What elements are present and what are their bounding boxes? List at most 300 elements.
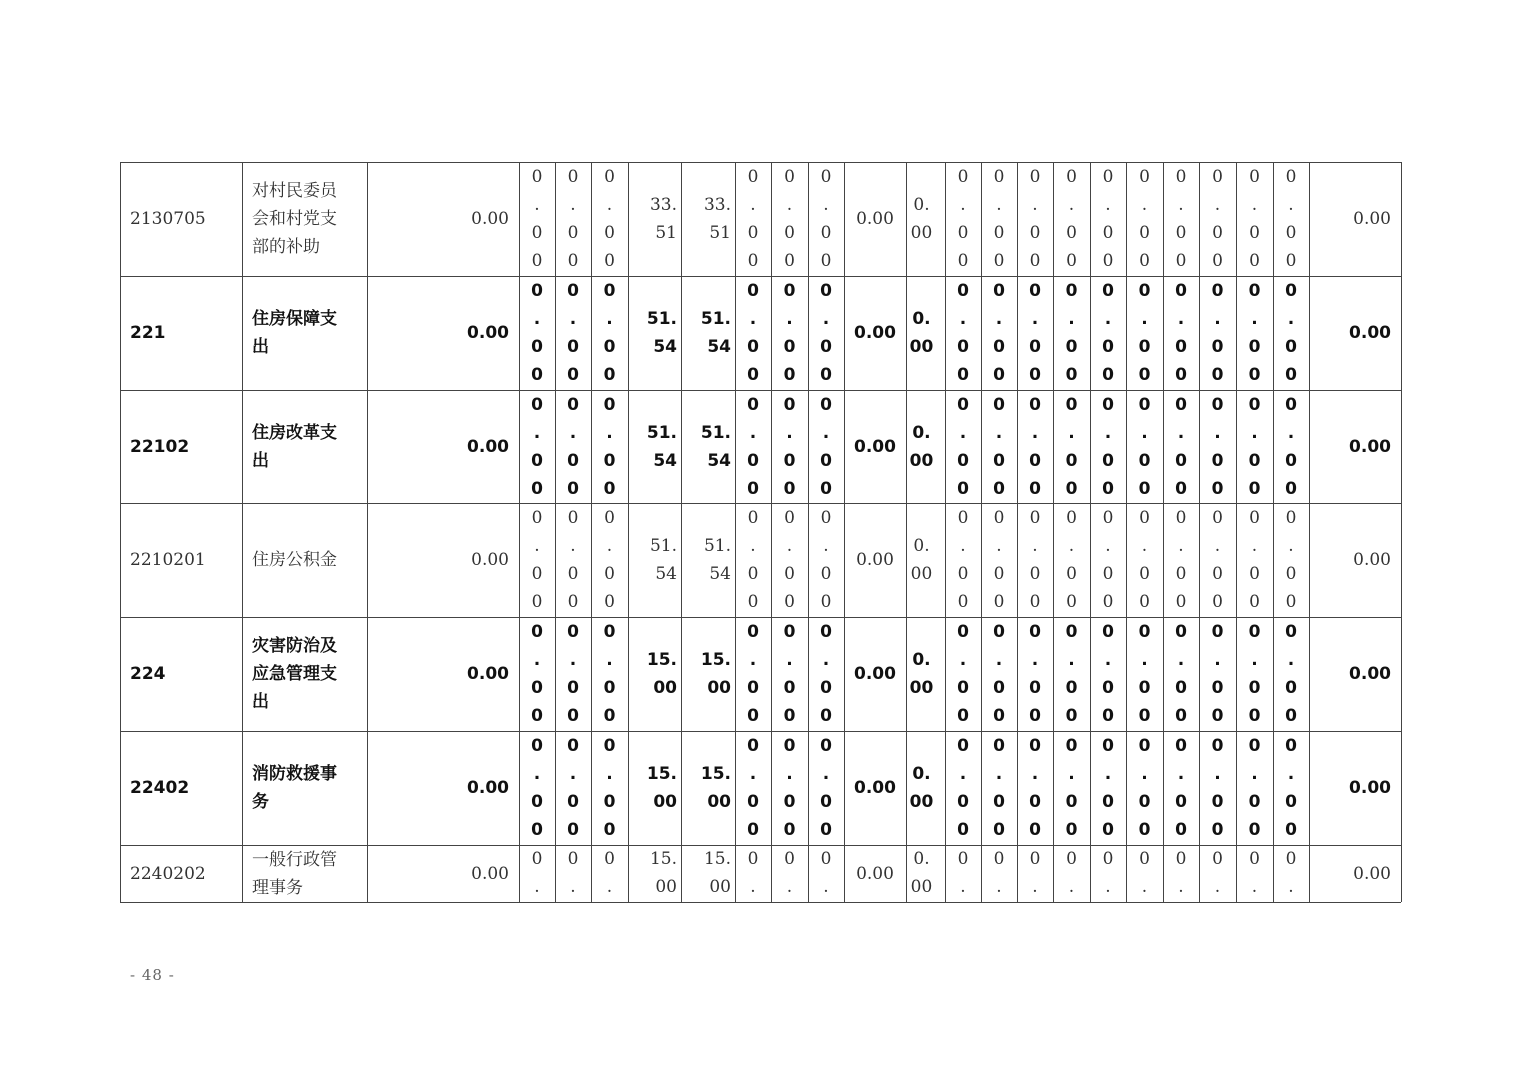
zero-cell: . <box>786 195 793 215</box>
zero-cell: 0 <box>993 395 1005 415</box>
zero-cell: 0 <box>531 451 543 471</box>
zero-cell: 0 <box>1102 592 1114 612</box>
zero-cell: 0 <box>1065 622 1078 642</box>
zero-cell: 0 <box>957 820 969 840</box>
zero-cell: 0 <box>957 479 969 499</box>
zero-cell: 0 <box>1175 820 1187 840</box>
zero-cell: 0 <box>1029 167 1041 187</box>
zero-cell: . <box>1141 877 1148 897</box>
zero-cell: . <box>786 650 793 670</box>
zero-cell: 0 <box>784 592 795 612</box>
zero-cell: 0 <box>1175 678 1187 698</box>
zero-cell: . <box>1178 877 1184 897</box>
zero-cell: 0 <box>1248 395 1261 415</box>
zero-cell: 0 <box>567 365 579 385</box>
zero-cell: 0 <box>1211 706 1224 726</box>
zero-cell: . <box>569 764 577 784</box>
zero-cell: 0 <box>747 792 759 812</box>
zero-cell: 0 <box>993 281 1005 301</box>
zero-cell: 0 <box>1139 849 1150 869</box>
zero-cell: 0 <box>1175 451 1187 471</box>
zero-cell: 0 <box>1138 820 1151 840</box>
zero-cell: 0 <box>1211 451 1224 471</box>
zero-cell: 0 <box>747 736 759 756</box>
zero-cell: 0 <box>1285 706 1297 726</box>
zero-cell: 0 <box>1248 337 1261 357</box>
zero-cell: . <box>1068 536 1075 556</box>
zero-cell: . <box>1068 309 1075 329</box>
zero-cell: 0 <box>1029 736 1041 756</box>
zero-cell: . <box>996 195 1002 215</box>
zero-cell: 0 <box>567 508 579 528</box>
zero-cell: 0 <box>957 395 969 415</box>
zero-cell: 0 <box>1102 281 1114 301</box>
zero-cell: 0 <box>531 167 543 187</box>
zero-cell: 0 <box>1175 223 1187 243</box>
zero-cell: 0 <box>1175 849 1187 869</box>
zero-cell: 0 <box>957 167 969 187</box>
amount-cell: 15. <box>700 650 731 670</box>
zero-cell: 0 <box>1029 849 1041 869</box>
zero-cell: 0 <box>1102 395 1114 415</box>
zero-cell: . <box>1287 309 1295 329</box>
zero-cell: 0 <box>1102 736 1114 756</box>
zero-cell: . <box>1287 423 1295 443</box>
zero-cell: 0 <box>604 508 615 528</box>
zero-cell: . <box>534 195 540 215</box>
zero-cell: 0 <box>1102 479 1114 499</box>
zero-cell: 0 <box>1285 337 1297 357</box>
zero-cell: . <box>822 650 830 670</box>
amount-cell: 54 <box>707 450 731 471</box>
zero-cell: 0 <box>1102 564 1114 584</box>
zero-cell: 0 <box>1211 820 1224 840</box>
zero-cell: 0 <box>784 223 795 243</box>
zero-cell: 0 <box>603 337 616 357</box>
row-code: 224 <box>130 664 166 684</box>
zero-cell: . <box>569 309 577 329</box>
zero-cell: 0 <box>1248 706 1261 726</box>
zero-cell: . <box>1032 877 1038 897</box>
zero-cell: 0 <box>747 251 759 271</box>
zero-cell: 0 <box>993 820 1005 840</box>
zero-cell: 0 <box>1029 395 1041 415</box>
zero-cell: 0 <box>1175 167 1187 187</box>
zero-cell: 0 <box>1102 706 1114 726</box>
zero-cell: . <box>1032 536 1038 556</box>
row-code: 2210201 <box>130 550 206 570</box>
amount-cell: 0.00 <box>856 863 894 884</box>
zero-cell: 0 <box>603 365 616 385</box>
zero-cell: 0 <box>957 736 969 756</box>
zero-cell: . <box>750 195 756 215</box>
zero-cell: 0 <box>1138 395 1151 415</box>
amount-cell: 00 <box>653 792 677 812</box>
zero-cell: 0 <box>1249 508 1260 528</box>
zero-cell: . <box>995 764 1003 784</box>
zero-cell: 0 <box>747 508 759 528</box>
zero-cell: 0 <box>1175 736 1187 756</box>
zero-cell: . <box>569 423 577 443</box>
zero-cell: 0 <box>1066 251 1077 271</box>
zero-cell: 0 <box>1248 281 1261 301</box>
zero-cell: . <box>1251 195 1258 215</box>
zero-cell: 0 <box>993 223 1005 243</box>
zero-cell: 0 <box>783 792 796 812</box>
zero-cell: 0 <box>531 395 543 415</box>
zero-cell: . <box>823 195 829 215</box>
zero-cell: . <box>1105 877 1111 897</box>
zero-cell: 0 <box>1102 451 1114 471</box>
zero-cell: . <box>995 423 1003 443</box>
zero-cell: 0 <box>567 706 579 726</box>
zero-cell: 0 <box>1211 792 1224 812</box>
zero-cell: 0 <box>1248 820 1261 840</box>
amount-cell: 00 <box>655 877 677 897</box>
zero-cell: 0 <box>1248 736 1261 756</box>
zero-cell: 0 <box>1285 251 1297 271</box>
amount-cell: 00 <box>909 450 934 471</box>
zero-cell: . <box>1288 536 1294 556</box>
zero-cell: 0 <box>820 564 832 584</box>
table-rule <box>1401 162 1402 902</box>
zero-cell: 0 <box>747 678 759 698</box>
zero-cell: 0 <box>1065 792 1078 812</box>
zero-cell: 0 <box>1138 451 1151 471</box>
zero-cell: . <box>786 536 793 556</box>
row-total: 0.00 <box>467 323 509 343</box>
zero-cell: 0 <box>1102 622 1114 642</box>
zero-cell: 0 <box>1175 395 1187 415</box>
zero-cell: 0 <box>1066 508 1077 528</box>
zero-cell: 0 <box>1248 479 1261 499</box>
row-total: 0.00 <box>467 778 509 798</box>
zero-cell: 0 <box>1065 337 1078 357</box>
zero-cell: 0 <box>1249 849 1260 869</box>
zero-cell: 0 <box>1138 706 1151 726</box>
amount-cell: 51. <box>703 536 731 556</box>
zero-cell: 0 <box>1211 337 1224 357</box>
zero-cell: 0 <box>1211 395 1224 415</box>
row-name: 会和村党支 <box>252 209 337 229</box>
zero-cell: . <box>786 877 793 897</box>
zero-cell: 0 <box>957 706 969 726</box>
zero-cell: 0 <box>747 564 759 584</box>
amount-cell: 00 <box>910 877 933 897</box>
zero-cell: 0 <box>531 365 543 385</box>
zero-cell: 0 <box>820 479 832 499</box>
zero-cell: 0 <box>1285 167 1297 187</box>
zero-cell: . <box>1104 650 1112 670</box>
zero-cell: . <box>1214 650 1221 670</box>
zero-cell: 0 <box>993 678 1005 698</box>
zero-cell: 0 <box>1285 678 1297 698</box>
zero-cell: 0 <box>1065 736 1078 756</box>
zero-cell: . <box>749 309 757 329</box>
zero-cell: . <box>822 423 830 443</box>
amount-cell: 00 <box>909 792 934 812</box>
zero-cell: 0 <box>820 223 832 243</box>
zero-cell: 0 <box>784 251 795 271</box>
amount-cell: 0.00 <box>856 209 894 229</box>
zero-cell: . <box>960 536 966 556</box>
zero-cell: 0 <box>1102 508 1114 528</box>
zero-cell: 0 <box>1139 592 1150 612</box>
zero-cell: 0 <box>1102 223 1114 243</box>
zero-cell: 0 <box>1102 792 1114 812</box>
zero-cell: 0 <box>603 479 616 499</box>
zero-cell: 0 <box>1212 592 1223 612</box>
zero-cell: 0 <box>1065 479 1078 499</box>
zero-cell: . <box>1104 764 1112 784</box>
zero-cell: 0 <box>783 479 796 499</box>
zero-cell: 0 <box>957 223 969 243</box>
zero-cell: 0 <box>747 706 759 726</box>
zero-cell: 0 <box>1175 479 1187 499</box>
zero-cell: 0 <box>531 564 543 584</box>
zero-cell: 0 <box>1175 281 1187 301</box>
zero-cell: 0 <box>1029 592 1041 612</box>
zero-cell: . <box>1178 536 1184 556</box>
zero-cell: 0 <box>531 622 543 642</box>
zero-cell: 0 <box>1249 223 1260 243</box>
zero-cell: 0 <box>1029 281 1041 301</box>
zero-cell: 0 <box>1102 849 1114 869</box>
zero-cell: 0 <box>1065 706 1078 726</box>
zero-cell: 0 <box>1029 223 1041 243</box>
zero-cell: . <box>1141 650 1148 670</box>
zero-cell: 0 <box>1065 365 1078 385</box>
zero-cell: . <box>606 650 613 670</box>
zero-cell: 0 <box>957 849 969 869</box>
zero-cell: . <box>606 423 613 443</box>
zero-cell: 0 <box>603 736 616 756</box>
row-total: 0.00 <box>467 436 509 457</box>
zero-cell: . <box>1214 309 1221 329</box>
zero-cell: . <box>570 877 576 897</box>
zero-cell: 0 <box>603 451 616 471</box>
zero-cell: 0 <box>1211 622 1224 642</box>
amount-cell: 00 <box>709 877 731 897</box>
row-code: 2130705 <box>130 209 206 229</box>
row-code: 2240202 <box>130 863 206 884</box>
zero-cell: 0 <box>1285 451 1297 471</box>
zero-cell: 0 <box>1029 365 1041 385</box>
zero-cell: 0 <box>531 792 543 812</box>
zero-cell: 0 <box>1175 592 1187 612</box>
zero-cell: 0 <box>567 395 579 415</box>
zero-cell: 0 <box>747 365 759 385</box>
zero-cell: 0 <box>1211 479 1224 499</box>
zero-cell: 0 <box>1285 849 1297 869</box>
zero-cell: 0 <box>1211 736 1224 756</box>
amount-cell: 51 <box>709 223 731 243</box>
zero-cell: . <box>1287 764 1295 784</box>
zero-cell: 0 <box>567 849 579 869</box>
zero-cell: 0 <box>567 820 579 840</box>
amount-cell: 00 <box>910 223 933 243</box>
zero-cell: 0 <box>820 251 832 271</box>
zero-cell: 0 <box>820 622 832 642</box>
row-name: 出 <box>252 692 269 712</box>
zero-cell: 0 <box>820 736 832 756</box>
zero-cell: 0 <box>1138 736 1151 756</box>
zero-cell: 0 <box>604 251 615 271</box>
zero-cell: 0 <box>567 451 579 471</box>
amount-cell: 0. <box>912 422 931 443</box>
zero-cell: 0 <box>531 706 543 726</box>
zero-cell: 0 <box>1029 706 1041 726</box>
row-name: 住房公积金 <box>252 550 337 570</box>
amount-cell: 00 <box>653 678 677 698</box>
zero-cell: 0 <box>747 281 759 301</box>
zero-cell: . <box>960 877 966 897</box>
zero-cell: 0 <box>1249 251 1260 271</box>
zero-cell: 0 <box>1066 592 1077 612</box>
zero-cell: 0 <box>531 337 543 357</box>
zero-cell: 0 <box>783 281 796 301</box>
zero-cell: 0 <box>783 395 796 415</box>
row-last-total: 0.00 <box>1353 209 1391 229</box>
zero-cell: 0 <box>567 678 579 698</box>
zero-cell: 0 <box>1285 395 1297 415</box>
zero-cell: 0 <box>957 281 969 301</box>
zero-cell: . <box>1214 536 1221 556</box>
zero-cell: 0 <box>567 223 579 243</box>
zero-cell: . <box>1104 423 1112 443</box>
zero-cell: 0 <box>1138 479 1151 499</box>
zero-cell: 0 <box>1102 365 1114 385</box>
zero-cell: . <box>1068 423 1075 443</box>
zero-cell: 0 <box>1029 508 1041 528</box>
zero-cell: 0 <box>993 849 1005 869</box>
amount-cell: 0. <box>912 650 931 670</box>
zero-cell: . <box>959 309 967 329</box>
zero-cell: 0 <box>783 706 796 726</box>
row-code: 221 <box>130 323 166 343</box>
zero-cell: 0 <box>747 622 759 642</box>
zero-cell: 0 <box>1285 365 1297 385</box>
amount-cell: 51 <box>655 223 677 243</box>
zero-cell: 0 <box>1285 622 1297 642</box>
amount-cell: 15. <box>649 849 677 869</box>
table-rule <box>120 902 1401 903</box>
zero-cell: . <box>823 536 829 556</box>
zero-cell: 0 <box>531 508 543 528</box>
zero-cell: 0 <box>1139 223 1150 243</box>
zero-cell: 0 <box>820 451 832 471</box>
row-code: 22102 <box>130 436 190 457</box>
zero-cell: 0 <box>1249 564 1260 584</box>
zero-cell: . <box>786 423 793 443</box>
zero-cell: 0 <box>1102 167 1114 187</box>
zero-cell: 0 <box>1212 564 1223 584</box>
zero-cell: . <box>1214 195 1221 215</box>
zero-cell: 0 <box>531 849 543 869</box>
zero-cell: 0 <box>1139 508 1150 528</box>
row-total: 0.00 <box>471 550 509 570</box>
zero-cell: 0 <box>1175 792 1187 812</box>
row-code: 22402 <box>130 778 190 798</box>
zero-cell: 0 <box>1065 820 1078 840</box>
amount-cell: 51. <box>649 536 677 556</box>
zero-cell: 0 <box>567 281 579 301</box>
zero-cell: 0 <box>747 820 759 840</box>
zero-cell: . <box>1177 309 1185 329</box>
zero-cell: 0 <box>1285 223 1297 243</box>
amount-cell: 54 <box>709 564 731 584</box>
zero-cell: 0 <box>1285 564 1297 584</box>
row-name: 理事务 <box>252 877 303 898</box>
zero-cell: 0 <box>1102 678 1114 698</box>
zero-cell: 0 <box>531 678 543 698</box>
zero-cell: 0 <box>567 792 579 812</box>
zero-cell: 0 <box>820 678 832 698</box>
zero-cell: 0 <box>747 395 759 415</box>
amount-cell: 0. <box>912 764 931 784</box>
zero-cell: 0 <box>783 365 796 385</box>
zero-cell: 0 <box>1285 479 1297 499</box>
amount-cell: 0. <box>913 849 930 869</box>
row-name: 一般行政管 <box>252 849 337 870</box>
zero-cell: . <box>606 195 613 215</box>
zero-cell: . <box>1104 309 1112 329</box>
zero-cell: 0 <box>531 592 543 612</box>
zero-cell: 0 <box>783 678 796 698</box>
zero-cell: 0 <box>603 678 616 698</box>
zero-cell: 0 <box>1175 706 1187 726</box>
zero-cell: 0 <box>747 337 759 357</box>
amount-cell: 00 <box>909 678 934 698</box>
amount-cell: 54 <box>707 337 731 357</box>
zero-cell: 0 <box>957 678 969 698</box>
zero-cell: 0 <box>531 251 543 271</box>
zero-cell: 0 <box>1212 508 1223 528</box>
zero-cell: 0 <box>1248 622 1261 642</box>
zero-cell: 0 <box>957 451 969 471</box>
zero-cell: 0 <box>820 849 832 869</box>
zero-cell: . <box>1178 195 1184 215</box>
zero-cell: 0 <box>747 223 759 243</box>
zero-cell: . <box>1251 650 1258 670</box>
zero-cell: . <box>606 764 613 784</box>
zero-cell: 0 <box>1175 564 1187 584</box>
zero-cell: 0 <box>993 792 1005 812</box>
zero-cell: 0 <box>1285 592 1297 612</box>
zero-cell: 0 <box>993 508 1005 528</box>
zero-cell: 0 <box>1139 167 1150 187</box>
amount-cell: 0. <box>913 195 930 215</box>
row-total: 0.00 <box>471 863 509 884</box>
zero-cell: 0 <box>993 365 1005 385</box>
zero-cell: . <box>533 423 541 443</box>
page-number: - 48 - <box>130 966 175 984</box>
zero-cell: 0 <box>1212 251 1223 271</box>
zero-cell: 0 <box>604 592 615 612</box>
zero-cell: 0 <box>957 337 969 357</box>
zero-cell: 0 <box>1212 849 1223 869</box>
amount-cell: 0.00 <box>854 664 896 684</box>
zero-cell: . <box>570 195 576 215</box>
zero-cell: 0 <box>1285 736 1297 756</box>
zero-cell: 0 <box>567 564 579 584</box>
amount-cell: 51. <box>700 422 731 443</box>
row-name: 部的补助 <box>252 237 320 257</box>
zero-cell: . <box>1177 650 1185 670</box>
zero-cell: 0 <box>567 592 579 612</box>
zero-cell: 0 <box>993 167 1005 187</box>
zero-cell: 0 <box>1249 592 1260 612</box>
